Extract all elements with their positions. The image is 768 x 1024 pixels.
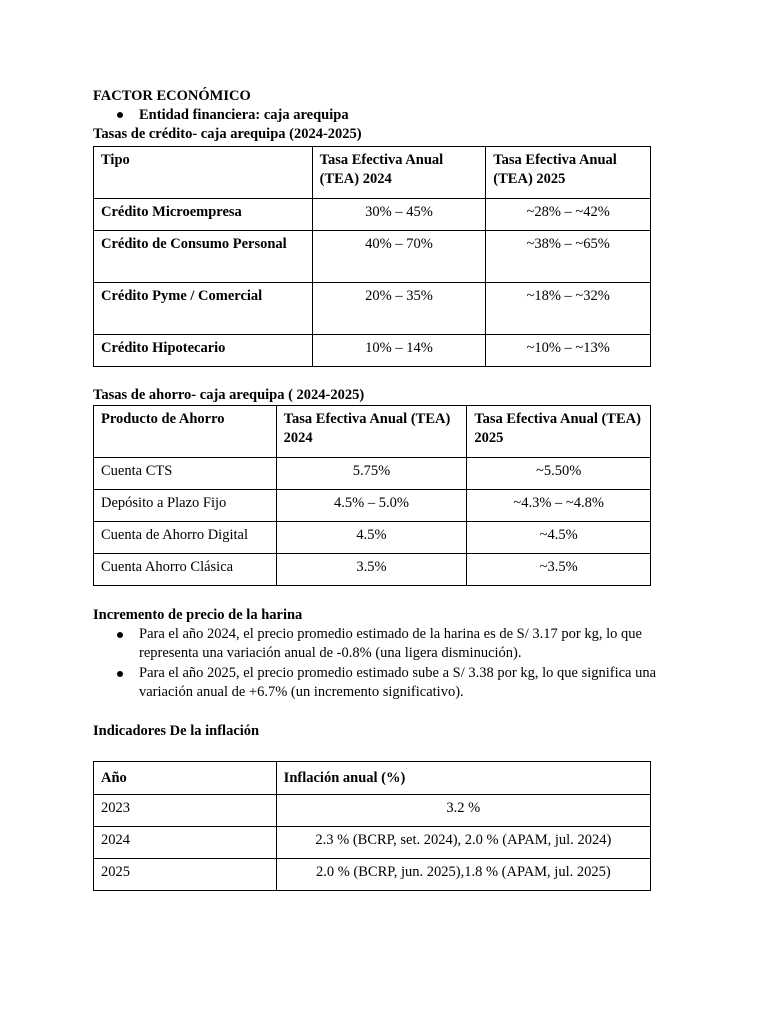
savings-rates-table <box>93 405 651 586</box>
flour-bullet-2025: Para el año 2025, el precio promedio estimado sube a S/ 3.38 por kg, lo que significa una variación anual de +6.7% (un incremento significativo). <box>139 665 657 700</box>
table-cell: 30% – 45% <box>312 199 486 231</box>
table-cell: 2.0 % (BCRP, jun. 2025),1.8 % (APAM, jul. 2025) <box>276 859 650 891</box>
table-cell: Cuenta CTS <box>94 458 277 490</box>
table-cell: Crédito de Consumo Personal <box>94 231 313 283</box>
table-row <box>94 522 651 554</box>
table-cell: 2.3 % (BCRP, set. 2024), 2.0 % (APAM, jul. 2024) <box>276 827 650 859</box>
table-header-cell: Inflación anual (%) <box>276 762 650 795</box>
savings-table-title: Tasas de ahorro- caja arequipa ( 2024-2025) <box>93 387 365 403</box>
table-cell: Crédito Microempresa <box>94 199 313 231</box>
flour-bullet-2024: Para el año 2024, el precio promedio estimado de la harina es de S/ 3.17 por kg, lo que representa una variación anual de -0.8% (una ligera disminución). <box>139 626 642 661</box>
entity-bullet: Entidad financiera: caja arequipa <box>139 107 349 123</box>
bullet-dot <box>117 632 123 638</box>
table-cell: 4.5% – 5.0% <box>276 490 467 522</box>
table-cell: Cuenta Ahorro Clásica <box>94 554 277 586</box>
table-cell: 20% – 35% <box>312 283 486 335</box>
table-row <box>94 231 651 283</box>
table-cell: 2024 <box>94 827 277 859</box>
table-header-row <box>94 762 651 795</box>
table-cell: ~4.5% <box>467 522 651 554</box>
table-row <box>94 490 651 522</box>
table-row <box>94 283 651 335</box>
table-cell: ~4.3% – ~4.8% <box>467 490 651 522</box>
table-cell: 4.5% <box>276 522 467 554</box>
table-cell: Depósito a Plazo Fijo <box>94 490 277 522</box>
table-header-row <box>94 147 651 199</box>
inflation-section-title: Indicadores De la inflación <box>93 723 260 739</box>
table-cell: 2025 <box>94 859 277 891</box>
table-cell: Cuenta de Ahorro Digital <box>94 522 277 554</box>
table-header-cell: Tasa Efectiva Anual (TEA) 2025 <box>486 147 651 199</box>
table-row <box>94 335 651 367</box>
table-cell: ~10% – ~13% <box>486 335 651 367</box>
table-cell: 3.2 % <box>276 795 650 827</box>
table-cell: 40% – 70% <box>312 231 486 283</box>
inflation-table <box>93 761 651 891</box>
credit-table-title: Tasas de crédito- caja arequipa (2024-2025) <box>93 126 362 142</box>
bullet-dot <box>117 671 123 677</box>
table-header-row <box>94 406 651 458</box>
table-header-cell: Tasa Efectiva Anual (TEA) 2024 <box>276 406 467 458</box>
table-row <box>94 199 651 231</box>
flour-section-title: Incremento de precio de la harina <box>93 607 303 623</box>
table-header-cell: Año <box>94 762 277 795</box>
table-row <box>94 554 651 586</box>
table-header-cell: Tasa Efectiva Anual (TEA) 2025 <box>467 406 651 458</box>
table-cell: Crédito Pyme / Comercial <box>94 283 313 335</box>
table-header-cell: Tipo <box>94 147 313 199</box>
table-row <box>94 827 651 859</box>
table-header-cell: Producto de Ahorro <box>94 406 277 458</box>
table-cell: ~18% – ~32% <box>486 283 651 335</box>
table-cell: ~5.50% <box>467 458 651 490</box>
bullet-dot <box>117 112 123 118</box>
table-cell: ~3.5% <box>467 554 651 586</box>
table-row <box>94 795 651 827</box>
section-title: FACTOR ECONÓMICO <box>93 88 251 104</box>
table-header-cell: Tasa Efectiva Anual (TEA) 2024 <box>312 147 486 199</box>
table-cell: 5.75% <box>276 458 467 490</box>
table-cell: 3.5% <box>276 554 467 586</box>
table-cell: ~28% – ~42% <box>486 199 651 231</box>
table-cell: 2023 <box>94 795 277 827</box>
table-row <box>94 859 651 891</box>
table-row <box>94 458 651 490</box>
table-cell: 10% – 14% <box>312 335 486 367</box>
credit-rates-table <box>93 146 651 367</box>
table-cell: ~38% – ~65% <box>486 231 651 283</box>
table-cell: Crédito Hipotecario <box>94 335 313 367</box>
